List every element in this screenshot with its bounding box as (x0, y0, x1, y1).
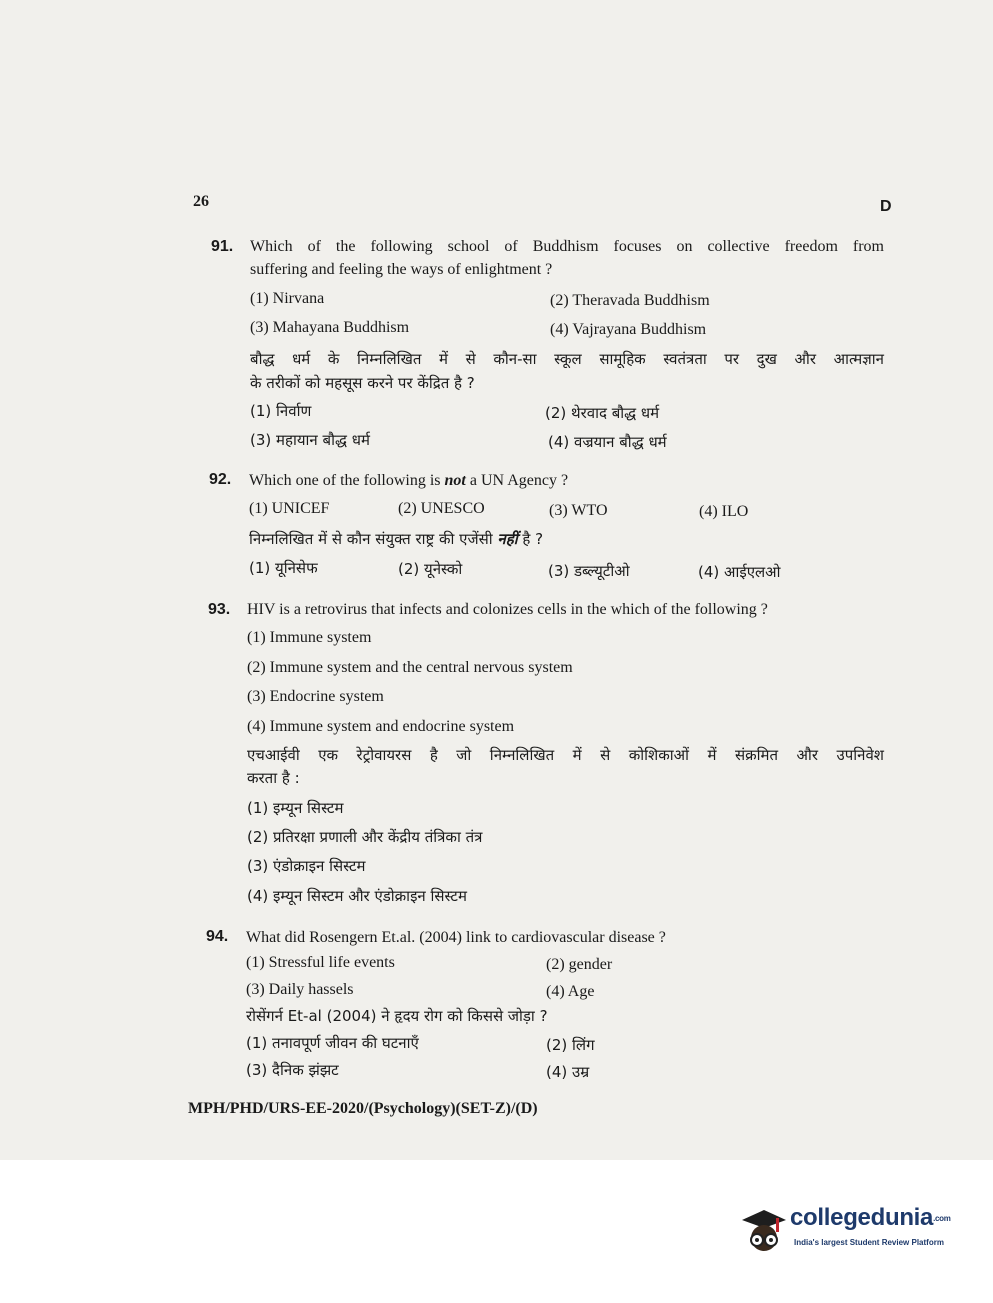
option-en: (1) UNICEF (249, 500, 330, 517)
question-number: 94. (206, 928, 229, 945)
option-hi: (1) इम्यून सिस्टम (247, 799, 344, 817)
question-text-en: Which of the following school of Buddhism focuses on collective freedom from (250, 238, 884, 255)
option-hi: (4) उम्र (546, 1063, 590, 1081)
question-text-en: suffering and feeling the ways of enlightment ? (250, 261, 553, 278)
question-number: 91. (211, 238, 234, 255)
option-en: (2) gender (546, 956, 613, 973)
option-hi: (3) एंडोक्राइन सिस्टम (247, 857, 366, 875)
option-en: (3) Daily hassels (246, 981, 354, 998)
question-text-hi: बौद्ध धर्म के निम्नलिखित में से कौन-सा स्कूल सामूहिक स्वतंत्रता पर दुख और आत्मज्ञान (250, 350, 884, 368)
option-hi: (3) महायान बौद्ध धर्म (250, 431, 370, 449)
option-en: (1) Nirvana (250, 290, 325, 307)
logo-wordmark: collegedunia.com (790, 1204, 951, 1231)
option-en: (3) WTO (549, 502, 608, 519)
option-hi: (1) निर्वाण (250, 402, 312, 420)
question-text-en: Which one of the following is not a UN Agency ? (249, 472, 569, 489)
option-hi: (2) थेरवाद बौद्ध धर्म (545, 404, 660, 422)
option-hi: (1) यूनिसेफ (249, 559, 318, 577)
option-hi: (2) लिंग (546, 1036, 595, 1054)
question-text-hi: रोसेंगर्न Et-al (2004) ने हृदय रोग को किससे जोड़ा ? (246, 1007, 548, 1025)
option-en: (1) Stressful life events (246, 954, 395, 971)
logo-tagline: India's largest Student Review Platform (794, 1238, 944, 1247)
option-hi: (4) वज्रयान बौद्ध धर्म (548, 433, 667, 451)
option-en: (2) Immune system and the central nervous system (247, 659, 573, 676)
question-text-en: What did Rosengern Et.al. (2004) link to cardiovascular disease ? (246, 929, 666, 946)
set-letter: D (880, 198, 892, 215)
option-hi: (1) तनावपूर्ण जीवन की घटनाएँ (246, 1034, 419, 1052)
option-en: (4) ILO (699, 503, 749, 520)
question-number: 93. (208, 601, 231, 618)
option-en: (4) Age (546, 983, 595, 1000)
emphasis-not: not (444, 472, 466, 489)
option-en: (2) Theravada Buddhism (550, 292, 710, 309)
emphasis-nahin: नहीं (497, 530, 518, 548)
option-en: (3) Endocrine system (247, 688, 384, 705)
option-hi: (4) इम्यून सिस्टम और एंडोक्राइन सिस्टम (247, 887, 467, 905)
option-hi: (2) यूनेस्को (398, 560, 463, 578)
option-hi: (4) आईएलओ (698, 563, 781, 581)
option-en: (4) Immune system and endocrine system (247, 718, 515, 735)
option-hi: (3) दैनिक झंझट (246, 1061, 339, 1079)
question-number: 92. (209, 471, 232, 488)
footer-code: MPH/PHD/URS-EE-2020/(Psychology)(SET-Z)/(D) (188, 1100, 538, 1117)
question-text-hi: के तरीकों को महसूस करने पर केंद्रित है ? (250, 374, 475, 392)
collegedunia-logo (738, 1198, 968, 1260)
option-en: (3) Mahayana Buddhism (250, 319, 410, 336)
option-hi: (3) डब्ल्यूटीओ (548, 562, 630, 580)
question-text-hi: एचआईवी एक रेट्रोवायरस है जो निम्नलिखित में से कोशिकाओं में संक्रमित और उपनिवेश (247, 746, 884, 764)
question-text-hi: करता है : (247, 769, 300, 787)
question-text-hi: निम्नलिखित में से कौन संयुक्त राष्ट्र की एजेंसी नहीं है ? (249, 530, 544, 548)
mascot-icon (738, 1198, 792, 1258)
option-en: (4) Vajrayana Buddhism (550, 321, 707, 338)
question-text-en: HIV is a retrovirus that infects and colonizes cells in the which of the following ? (247, 601, 768, 618)
option-en: (2) UNESCO (398, 500, 485, 517)
option-en: (1) Immune system (247, 629, 372, 646)
option-hi: (2) प्रतिरक्षा प्रणाली और केंद्रीय तंत्रिका तंत्र (247, 828, 483, 846)
page-number: 26 (193, 193, 209, 210)
